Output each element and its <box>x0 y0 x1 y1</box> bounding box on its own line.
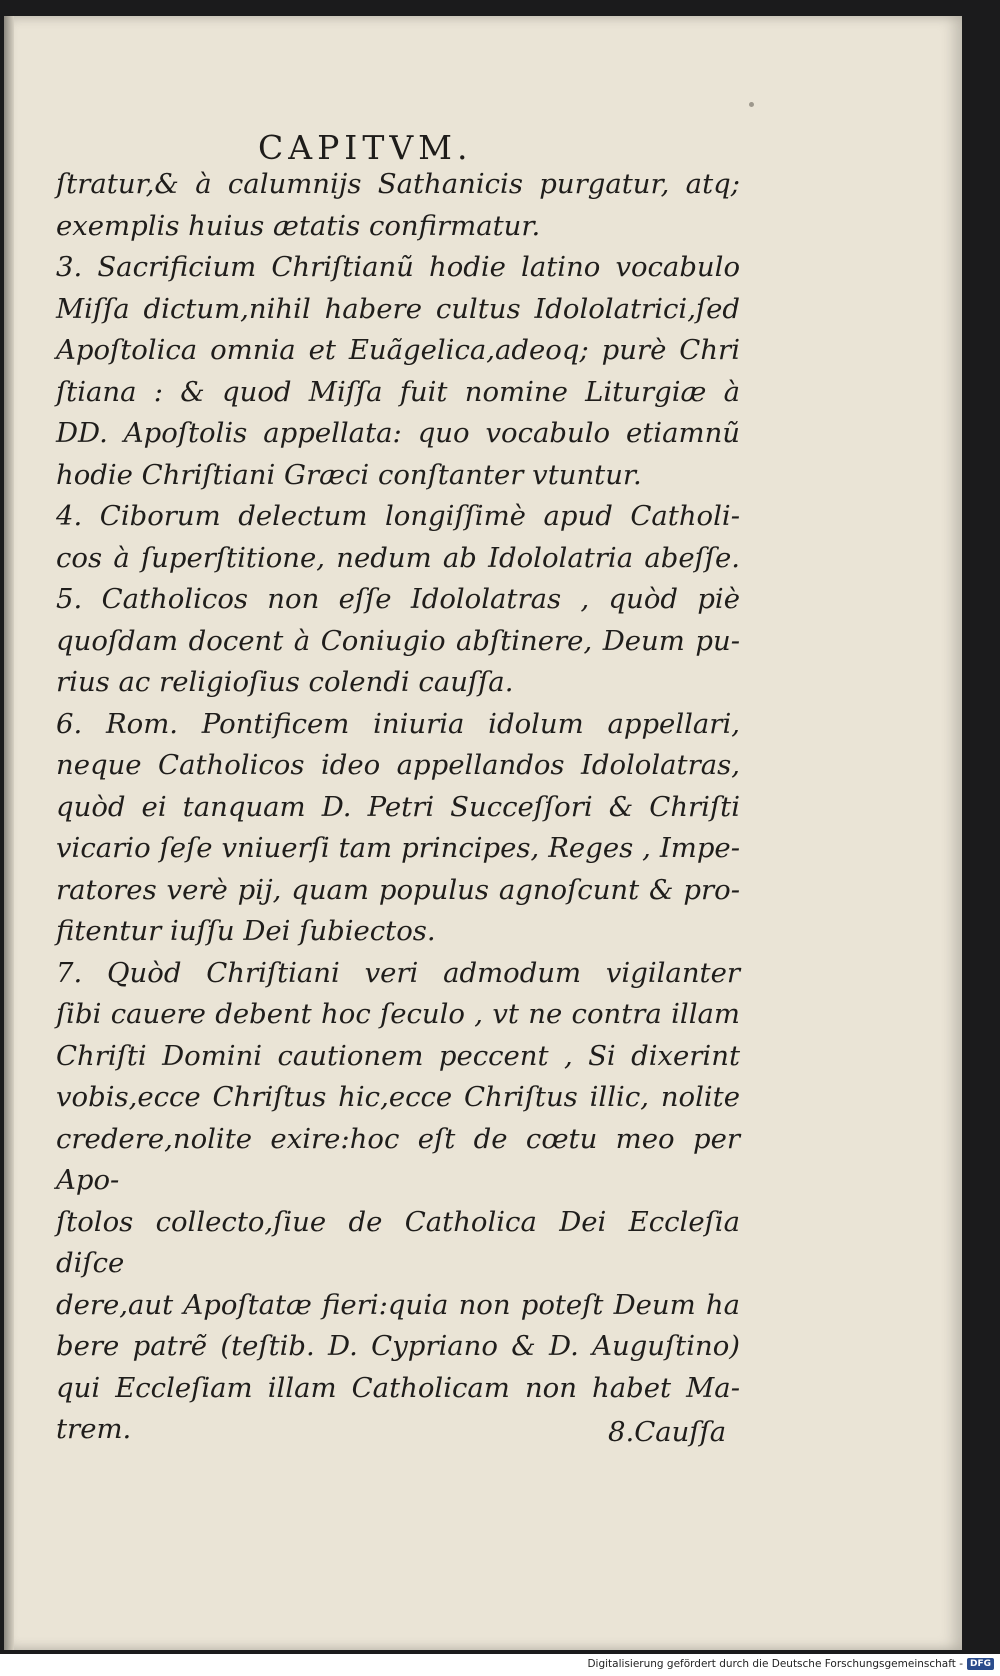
text-line: vicario ſeſe vniuerſi tam principes, Reges , Impe- <box>56 832 740 864</box>
text-line: bere patrẽ (teſtib. D. Cypriano & D. Auguſtino) <box>56 1330 740 1362</box>
text-line: 5. Catholicos non eſſe Idololatras , quòd piè <box>56 583 740 615</box>
text-line: ſtratur,& à calumnijs Sathanicis purgatur, atq; <box>56 168 740 200</box>
catchword: 8.Cauſſa <box>608 1416 727 1448</box>
body-text <box>56 164 740 1451</box>
text-line: cos à ſuperſtitione, nedum ab Idololatria abeſſe. <box>56 541 740 574</box>
text-line: dere,aut Apoſtatæ fieri:quia non poteſt Deum ha <box>56 1288 740 1321</box>
text-line: trem. <box>56 1413 132 1445</box>
text-line: quoſdam docent à Coniugio abſtinere, Deum pu- <box>56 624 740 657</box>
digitization-credit <box>587 1658 994 1670</box>
text-line: exemplis huius ætatis confirmatur. <box>56 209 541 242</box>
text-line: 4. Ciborum delectum longiſſimè apud Catholi- <box>56 500 740 532</box>
text-line: 6. Rom. Pontificem iniuria idolum appellari, <box>56 707 740 740</box>
running-header: CAPITVM. <box>258 128 473 167</box>
text-line: DD. Apoſtolis appellata: quo vocabulo etiamnũ <box>56 417 740 449</box>
text-line: hodie Chriſtiani Græci conſtanter vtuntur. <box>56 458 642 491</box>
text-line: Chriſti Domini cautionem peccent , Si dixerint <box>56 1039 740 1072</box>
text-line: ſtiana : & quod Miſſa fuit nomine Liturgiæ à <box>56 375 740 408</box>
book-page <box>4 16 962 1650</box>
text-line: neque Catholicos ideo appellandos Idololatras, <box>56 749 740 781</box>
text-line: fitentur iuſſu Dei ſubiectos. <box>56 915 436 947</box>
text-line: ſibi cauere debent hoc ſeculo , vt ne contra illam <box>56 998 740 1030</box>
credit-text: Digitalisierung gefördert durch die Deutsche Forschungsgemeinschaft - <box>587 1658 963 1670</box>
page-gutter-shadow <box>4 16 14 1650</box>
text-line: ſtolos collecto,ſiue de Catholica Dei Eccleſia diſce <box>56 1205 740 1279</box>
text-line: Apoſtolica omnia et Euãgelica,adeoq; purè Chri <box>56 334 740 366</box>
text-line: ratores verè pij, quam populus agnoſcunt & pro- <box>56 873 740 906</box>
text-line: 3. Sacrificium Chriſtianũ hodie latino vocabulo <box>56 251 740 283</box>
text-line: 7. Quòd Chriſtiani veri admodum vigilanter <box>56 956 740 989</box>
text-line: quòd ei tanquam D. Petri Succeſſori & Chriſti <box>56 790 740 823</box>
text-line: qui Eccleſiam illam Catholicam non habet Ma- <box>56 1371 740 1404</box>
text-line: rius ac religioſius colendi cauſſa. <box>56 666 514 698</box>
dfg-logo: DFG <box>967 1658 994 1670</box>
text-line: vobis,ecce Chriſtus hic,ecce Chriſtus illic, nolite <box>56 1081 740 1113</box>
text-line: Miſſa dictum,nihil habere cultus Idololatrici,ſed <box>56 292 740 325</box>
text-line: credere,nolite exire:hoc eſt de cœtu meo per Apo- <box>56 1122 740 1196</box>
ink-speck <box>749 102 754 107</box>
